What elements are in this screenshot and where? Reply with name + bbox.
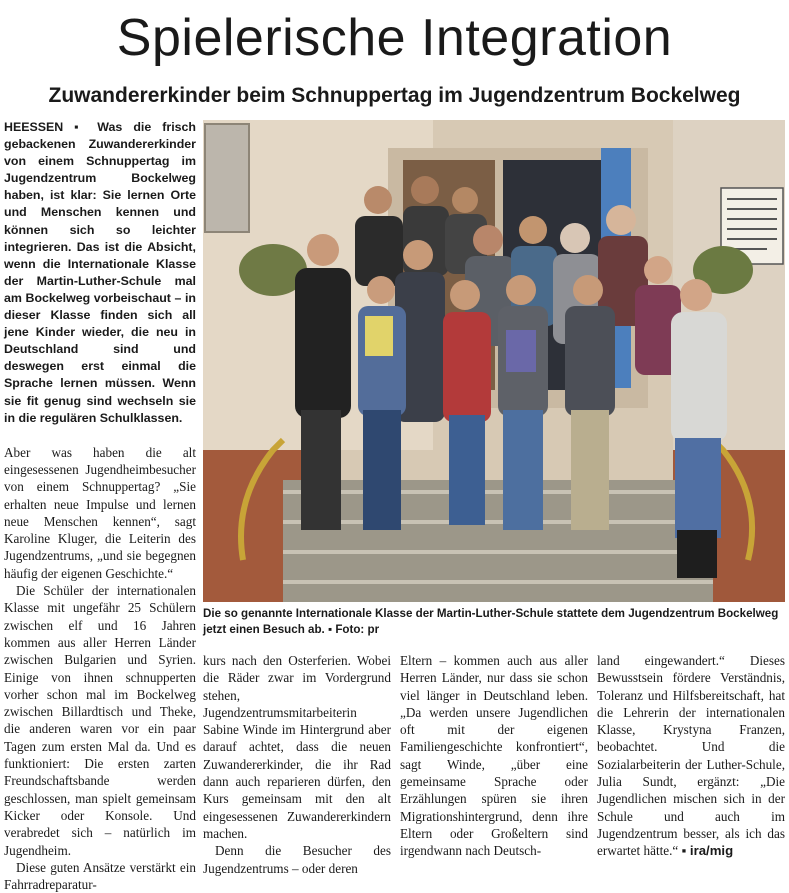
body-paragraph: Die Schüler der internationalen Klasse mit ungefähr 25 Schülern zwischen elf und 16 Jahren kommen aus aller Herren Länder zwischen Bulgarien und Syrien. Einige von ihnen schnupperten vorher schon mal im Bockelweg zwischen Billardtisch und Theke, die anderen waren vor ein paar Tagen zum ersten Mal da. Und es funktioniert: Die ersten zarten Freundschaftsbande werden geschlossen, man spielt gemeinsam Kicker oder Konsole. Und verabredet sich – natürlich im Jugendheim. [4, 583, 196, 858]
article-column-3 [400, 652, 588, 860]
body-paragraph: Aber was haben die alt eingesessenen Jugendheimbesucher von einem Schnuppertag? „Sie erhalten neue Impulse und lernen neue Menschen kennen“, sagt Karoline Kluger, die Leiterin des Jugendzentrums, „und sie begegnen häufig der eigenen Geschichte.“ [4, 444, 196, 581]
article-column-1 [4, 119, 196, 893]
location-dateline: HEESSEN ▪ [4, 120, 87, 134]
headline: Spielerische Integration [116, 9, 673, 67]
lead-paragraph [4, 119, 196, 427]
group-photo [203, 120, 785, 602]
body-paragraph [597, 652, 785, 860]
body-paragraph: kurs nach den Osterferien. Wobei die Räder zwar im Vordergrund stehen, Jugendzentrumsmitarbeiterin Sabine Winde im Hintergrund aber darauf achtet, dass die neuen Zuwandererkinder, die ihr Rad dann auch reparieren dürfen, den Kurs gemeinsam mit den alt eingesessenen Zuwandererkindern machen. [203, 653, 391, 841]
article-column-2 [203, 652, 391, 877]
lead-text: Was die frisch gebackenen Zuwandererkinder von einem Schnuppertag im Jugendzentrum Bockelweg haben, ist klar: Sie lernen Orte und Menschen kennen und können sich so leichter integrieren. Das ist die Absicht, wenn die Internationale Klasse der Martin-Luther-Schule mal am Bockelweg vorbeischaut – in dieser Klasse finden sich all jene Kinder wieder, die neu in Deutschland sind und deswegen erst einmal die Sprache lernen müssen. Wenn sie fit genug sind wechseln sie in die regulären Schulklassen. [4, 120, 196, 425]
body-paragraph: Eltern – kommen auch aus aller Herren Länder, nur dass sie schon viel länger in Deutschland leben. „Da werden unsere Jugendlichen oft mit der eigenen Familiengeschichte konfrontiert“, sagt Winde, „über eine gemeinsame Sprache oder Erzählungen spüren sie ihren Migrationshintergrund, denn ihre Eltern oder Großeltern sind irgendwann nach Deutsch- [400, 653, 588, 859]
subheadline: Zuwandererkinder beim Schnuppertag im Jugendzentrum Bockelweg [48, 84, 741, 107]
body-paragraph: Diese guten Ansätze verstärkt ein Fahrradreparatur- [4, 859, 196, 893]
author-signature: ▪ ira/mig [681, 843, 734, 859]
photo-caption: Die so genannte Internationale Klasse der Martin-Luther-Schule stattete dem Jugendzentrum Bockelweg jetzt einen Besuch ab. ▪ Foto: pr [203, 607, 779, 636]
article-column-4 [597, 652, 785, 860]
closing-text: land eingewandert.“ Dieses Bewusstsein fördere Verständnis, Toleranz und Hilfsbereitschaft, hat die Lehrerin der internationalen Klasse, Krystyna Franzen, beobachtet. Und die Sozialarbeiterin der Luther-Schule, Julia Sundt, ergänzt: „Die Jugendlichen mischen sich in der Schule und auch im Jugendzentrum besser, als ich das erwartet hätte.“ [597, 653, 785, 859]
body-paragraph: Denn die Besucher des Jugendzentrums – oder deren [203, 843, 391, 876]
